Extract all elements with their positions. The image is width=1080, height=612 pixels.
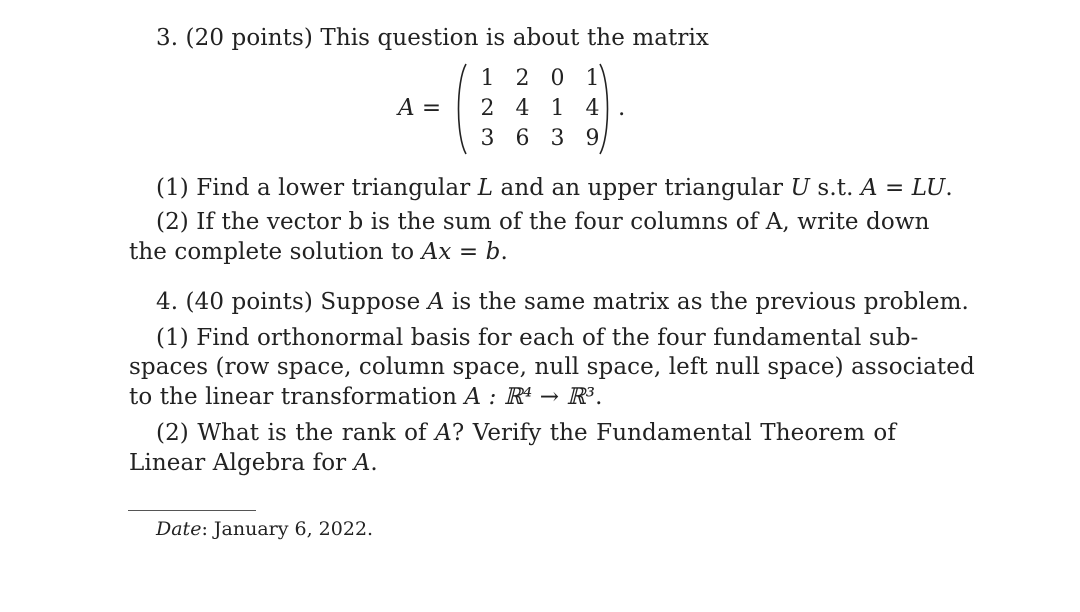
- question-4-part-1-line-2: spaces (row space, column space, null space, left null space) associated: [129, 354, 975, 380]
- matrix-period: .: [618, 95, 626, 121]
- q4-part1-text: to the linear transformation: [129, 384, 465, 410]
- matrix-cell: 6: [515, 126, 530, 151]
- q4-part1-end: .: [595, 384, 603, 410]
- matrix-cell: 1: [585, 66, 600, 91]
- q4-part1-equation: A : ℝ⁴ → ℝ³: [464, 384, 596, 410]
- q4-part2-A: A: [435, 420, 452, 446]
- question-4-part-2-line-2: [129, 449, 378, 477]
- q4-heading-post: is the same matrix as the previous problem.: [444, 289, 969, 315]
- footnote-date: [156, 517, 373, 541]
- q3-part2-equation: Ax = b: [421, 239, 501, 265]
- q3-part1-U: U: [790, 175, 810, 201]
- matrix-cell: 3: [550, 126, 565, 151]
- matrix-cell: 9: [585, 126, 600, 151]
- question-3-heading: 3. (20 points) This question is about the matrix: [156, 25, 710, 51]
- question-3-part-2-line-1: (2) If the vector b is the sum of the four columns of A, write down: [156, 209, 930, 235]
- q4-part2-text: (2) What is the rank of: [156, 420, 436, 446]
- q4-part2-text-post: ? Verify the Fundamental Theorem of: [451, 420, 896, 446]
- question-3-part-1: [156, 174, 953, 202]
- matrix-cell: 4: [585, 96, 600, 121]
- footnote-colon: :: [201, 518, 214, 540]
- q4-heading-pre: 4. (40 points) Suppose: [156, 289, 428, 315]
- left-parenthesis: [454, 62, 468, 156]
- q4-part2-line2-A: A: [353, 450, 371, 476]
- matrix-cell: 2: [515, 66, 530, 91]
- matrix-grid: [470, 64, 610, 154]
- matrix-lhs-text: A =: [398, 95, 442, 121]
- q3-part1-text: (1) Find a lower triangular: [156, 175, 478, 201]
- q3-part1-equation: A = LU: [860, 175, 946, 201]
- footnote-label: Date: [156, 518, 202, 540]
- question-4-heading: [156, 288, 969, 316]
- matrix-cell: 3: [480, 126, 495, 151]
- question-4-part-1-line-1: (1) Find orthonormal basis for each of the four fundamental sub-: [156, 325, 919, 351]
- q3-part2-end: .: [500, 239, 508, 265]
- matrix-cell: 4: [515, 96, 530, 121]
- q4-heading-A: A: [427, 289, 445, 315]
- q3-part1-st: s.t.: [810, 175, 861, 201]
- matrix-cell: 1: [480, 66, 495, 91]
- right-parenthesis: [598, 62, 612, 156]
- matrix-cell: 1: [550, 96, 565, 121]
- q4-part2-line2-text: Linear Algebra for: [129, 450, 354, 476]
- question-3-part-2-line-2: [129, 238, 508, 266]
- q3-part1-text-mid: and an upper triangular: [493, 175, 791, 201]
- matrix-display: [398, 62, 638, 156]
- question-4-part-1-line-3: [129, 383, 603, 411]
- cropped-previous-text: [158, 0, 278, 4]
- q4-part2-line2-end: .: [370, 450, 378, 476]
- matrix-lhs: [398, 94, 441, 122]
- q3-part1-end: .: [945, 175, 953, 201]
- matrix-cell: 0: [550, 66, 565, 91]
- matrix-cell: 2: [480, 96, 495, 121]
- q3-part1-L: L: [477, 175, 494, 201]
- footnote-value: January 6, 2022.: [213, 518, 374, 540]
- q3-part2-text: the complete solution to: [129, 239, 422, 265]
- question-4-part-2-line-1: [156, 419, 896, 447]
- footnote-rule: [128, 510, 256, 511]
